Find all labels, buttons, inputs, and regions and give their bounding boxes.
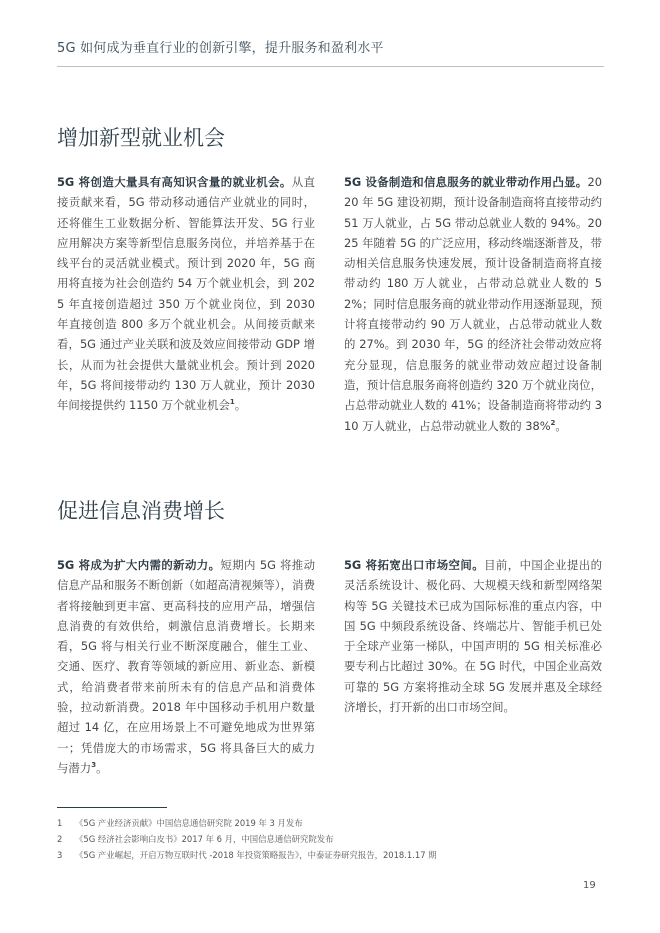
footnote-ref[interactable]: 1 [229, 398, 235, 407]
employment-right-paragraph [344, 172, 602, 436]
footnote-text: 《5G 产业崛起，开启万物互联时代 -2018 年投资策略报告》，中泰证券研究报告，2018.1.17 期 [75, 850, 437, 860]
footnote-item [57, 831, 617, 847]
paragraph-body: 2020 年 5G 建设初期，预计设备制造商将直接带动约 51 万人就业，占 5G 带动总就业人数的 94%。2025 年随着 5G 的广泛应用，移动终端逐渐普及，带动相关信息服务快速发展，预计设备制造商将直接带动约 180 万人就业，占带动总就业人数的 52%；同时信息服务商的就业带动作用逐渐显现，预计将直接带动约 90 万人就业，占总带动就业人数的 27%。到 2030 年，5G 的经济社会带动效应将充分显现，信息服务的就业带动效应超过设备制造，预计信息服务商将创造约 320 万个就业岗位，占总带动就业人数的 41%；设备制造商将带动约 310 万人就业，占总带动就业人数的 38% [344, 175, 602, 433]
footnote-text: 《5G 产业经济贡献》中国信息通信研究院 2019 年 3 月发布 [75, 818, 303, 828]
footnote-number: 3 [57, 850, 63, 860]
page-number: 19 [583, 880, 596, 891]
footnote-ref[interactable]: 2 [550, 418, 556, 427]
paragraph-body: 目前，中国企业提出的灵活系统设计、极化码、大规模天线和新型网络架构等 5G 关键技术已成为国际标准的重点内容，中国 5G 中频段系统设备、终端芯片、智能手机已处于全球产业第一梯队，中国声明的 5G 相关标准必要专利占比超过 30%。在 5G 时代，中国企业高效可靠的 5G 方案将推动全球 5G 发展并惠及全球经济增长，打开新的出口市场空间。 [344, 558, 602, 715]
paragraph-body: 从直接贡献来看，5G 带动移动通信产业就业的同时，还将催生工业数据分析、智能算法开发、5G 行业应用解决方案等新型信息服务岗位，并培养基于在线平台的灵活就业模式。预计到 2020 年，5G 商用将直接为社会创造约 54 万个就业机会，到 2025 年直接创造超过 350 万个就业岗位，到 2030 年直接创造 800 多万个就业机会。从间接贡献来看，5G 通过产业关联和波及效应间接带动 GDP 增长，从而为社会提供大量就业机会。预计到 2020 年，5G 将间接带动约 130 万人就业，预计 2030 年间接提供约 1150 万个就业机会 [57, 175, 315, 413]
footnote-item [57, 847, 617, 863]
footnote-number: 2 [57, 834, 63, 844]
footnote-text: 《5G 经济社会影响白皮书》2017 年 6 月，中国信息通信研究院发布 [75, 834, 334, 844]
consumption-right-paragraph [344, 555, 602, 717]
paragraph-lead: 5G 将创造大量具有高知识含量的就业机会。 [57, 175, 292, 189]
footnote-divider [57, 807, 167, 808]
paragraph-body: 短期内 5G 将推动信息产品和服务不断创新（如超高清视频等），消费者将接触到更丰富、更高科技的应用产品，增强信息消费的有效供给，刺激信息消费增长。长期来看，5G 将与相关行业不断深度融合，催生工业、交通、医疗、教育等领域的新应用、新业态、新模式，给消费者带来前所未有的信息产品和消费体验，拉动新消费。2018 年中国移动手机用户数量超过 14 亿，在应用场景上不可避免地成为世界第一；凭借庞大的市场需求，5G 将具备巨大的威力与潜力 [57, 558, 315, 775]
paragraph-end: 。 [96, 760, 108, 775]
section-title-consumption: 促进信息消费增长 [57, 499, 225, 523]
footnotes [57, 815, 617, 863]
paragraph-end: 。 [234, 398, 247, 413]
running-header: 5G 如何成为垂直行业的创新引擎，提升服务和盈利水平 [57, 41, 384, 56]
consumption-left-paragraph [57, 555, 315, 778]
footnote-number: 1 [57, 818, 63, 828]
section-title-employment: 增加新型就业机会 [57, 126, 225, 150]
header-divider [57, 66, 604, 67]
paragraph-lead: 5G 将拓宽出口市场空间。 [344, 558, 485, 572]
paragraph-lead: 5G 设备制造和信息服务的就业带动作用凸显。 [344, 175, 588, 189]
footnote-ref[interactable]: 3 [91, 761, 97, 770]
paragraph-end: 。 [555, 418, 567, 433]
footnote-item [57, 815, 617, 831]
employment-left-paragraph [57, 172, 315, 416]
paragraph-lead: 5G 将成为扩大内需的新动力。 [57, 558, 221, 572]
